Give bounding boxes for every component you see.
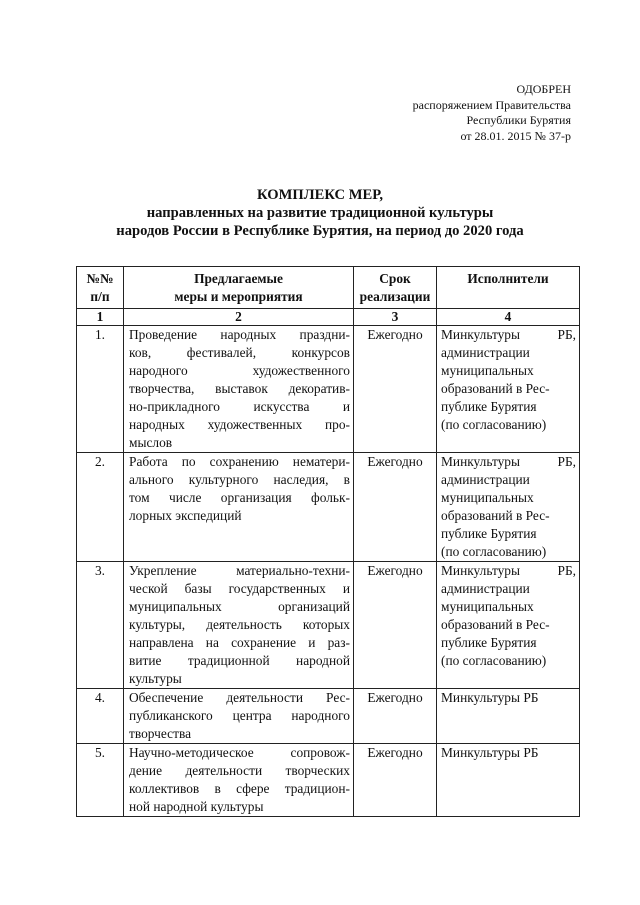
measure-line: ческой базы государственных и (129, 581, 350, 596)
executor-line: образований в Рес- (441, 381, 550, 396)
measure-line: том числе организация фольк- (129, 490, 350, 505)
implementation-term: Ежегодно (354, 453, 437, 562)
executors-text (437, 744, 580, 817)
row-number: 2. (77, 453, 124, 562)
table-row (77, 689, 580, 744)
header-executors (437, 267, 580, 309)
column-number-row (77, 309, 580, 326)
executor-line: (по согласованию) (441, 417, 547, 432)
measure-line: Обеспечение деятельности Рес- (129, 690, 350, 705)
header-term (354, 267, 437, 309)
executor-line: Минкультуры РБ, (441, 327, 576, 342)
table-header-row (77, 267, 580, 309)
measure-line: коллективов в сфере традицион- (129, 781, 350, 796)
measure-line: направлена на сохранение и раз- (129, 635, 350, 650)
table-row (77, 326, 580, 453)
measure-line: творчества, выставок декоратив- (129, 381, 350, 396)
header-text: №№ (86, 271, 114, 286)
header-text: Предлагаемые (194, 271, 283, 286)
executor-line: администрации (441, 345, 530, 360)
implementation-term: Ежегодно (354, 744, 437, 817)
measure-line: ков, фестивалей, конкурсов (129, 345, 350, 360)
row-number: 1. (77, 326, 124, 453)
measure-line: лорных экспедиций (129, 508, 242, 523)
measure-text (124, 689, 354, 744)
executor-line: образований в Рес- (441, 617, 550, 632)
executors-text (437, 326, 580, 453)
executor-line: администрации (441, 581, 530, 596)
executor-line: Минкультуры РБ (441, 745, 539, 760)
approval-by: распоряжением Правительства (412, 97, 571, 112)
measure-line: Укрепление материально-техни- (129, 563, 350, 578)
measure-line: ального культурного наследия, в (129, 472, 350, 487)
executor-line: публике Бурятия (441, 635, 537, 650)
measure-line: дение деятельности творческих (129, 763, 350, 778)
row-number: 3. (77, 562, 124, 689)
executor-line: Минкультуры РБ, (441, 454, 576, 469)
measure-text (124, 562, 354, 689)
measure-line: публиканского центра народного (129, 708, 350, 723)
measure-text (124, 744, 354, 817)
table-row (77, 562, 580, 689)
executor-line: (по согласованию) (441, 544, 547, 559)
executor-line: Минкультуры РБ (441, 690, 539, 705)
executor-line: администрации (441, 472, 530, 487)
approval-government: Республики Бурятия (466, 113, 571, 127)
header-text: Исполнители (467, 271, 549, 286)
implementation-term: Ежегодно (354, 689, 437, 744)
header-text: меры и мероприятия (174, 289, 303, 304)
measure-line: культуры, деятельность которых (129, 617, 350, 632)
column-number: 4 (437, 309, 580, 326)
measure-line: мыслов (129, 435, 173, 450)
executor-line: публике Бурятия (441, 526, 537, 541)
header-text: реализации (359, 289, 431, 304)
measure-line: народных художественных про- (129, 417, 350, 432)
column-number: 2 (124, 309, 354, 326)
measure-line: муниципальных организаций (129, 599, 350, 614)
title-line: направленных на развитие традиционной культуры (146, 205, 494, 221)
document-title (0, 186, 640, 240)
executor-line: муниципальных (441, 490, 534, 505)
measure-text (124, 453, 354, 562)
executors-text (437, 562, 580, 689)
row-number: 5. (77, 744, 124, 817)
measure-line: творчества (129, 726, 192, 741)
measure-line: народного художественного (129, 363, 350, 378)
table-body (77, 326, 580, 817)
approval-stamp (413, 82, 571, 144)
measure-line: Работа по сохранению нематери- (129, 454, 350, 469)
approval-date-number: от 28.01. 2015 № 37-р (460, 128, 571, 143)
title-line: народов России в Республике Бурятия, на период до 2020 года (116, 223, 524, 239)
executor-line: образований в Рес- (441, 508, 550, 523)
executor-line: публике Бурятия (441, 399, 537, 414)
row-number: 4. (77, 689, 124, 744)
column-number: 3 (354, 309, 437, 326)
title-line: КОМПЛЕКС МЕР, (257, 187, 383, 203)
measures-table (76, 266, 580, 817)
table-row (77, 744, 580, 817)
implementation-term: Ежегодно (354, 326, 437, 453)
approval-status: ОДОБРЕН (516, 82, 571, 96)
executor-line: (по согласованию) (441, 653, 547, 668)
header-text: Срок (379, 271, 411, 286)
measure-line: Научно-методическое сопровож- (129, 745, 350, 760)
header-number (77, 267, 124, 309)
executors-text (437, 453, 580, 562)
header-text: п/п (90, 289, 110, 304)
measure-line: витие традиционной народной (129, 653, 350, 668)
measure-line: но-прикладного искусства и (129, 399, 350, 414)
executor-line: муниципальных (441, 599, 534, 614)
table-row (77, 453, 580, 562)
measure-line: Проведение народных праздни- (129, 327, 350, 342)
executor-line: Минкультуры РБ, (441, 563, 576, 578)
executor-line: муниципальных (441, 363, 534, 378)
column-number: 1 (77, 309, 124, 326)
measure-line: ной народной культуры (129, 799, 264, 814)
measure-line: культуры (129, 671, 182, 686)
executors-text (437, 689, 580, 744)
measure-text (124, 326, 354, 453)
header-measures (124, 267, 354, 309)
implementation-term: Ежегодно (354, 562, 437, 689)
